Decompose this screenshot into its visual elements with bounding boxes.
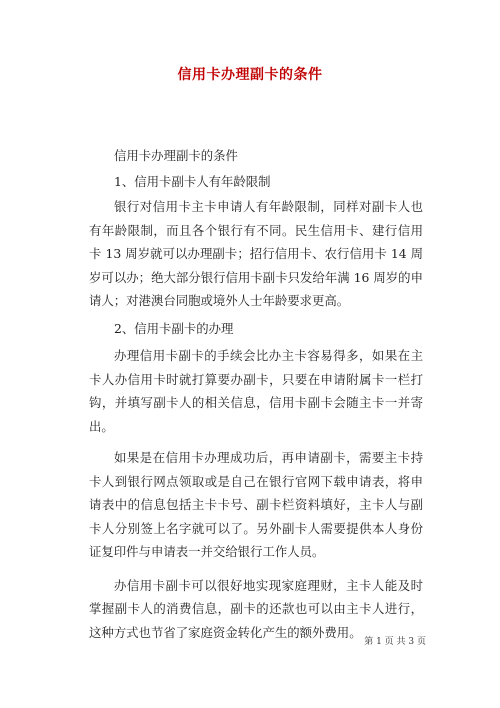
paragraph-subtitle: 信用卡办理副卡的条件 (114, 148, 238, 163)
paragraph-body-3: 如果是在信用卡办理成功后，再申请副卡，需要主卡持卡人到银行网点领取或是自己在银行官网下载申请表，将申请表中的信息包括主卡卡号、副卡栏资料填好，主卡人与副卡人分别签上名字就可以了。另外副卡人需要提供本人身份证复印件与申请表一并交给银行工作人员。 (89, 450, 423, 559)
paragraph-heading-1: 1、信用卡副卡人有年龄限制 (114, 173, 271, 189)
paragraph-body-1: 银行对信用卡主卡申请人有年龄限制，同样对副卡人也有年龄限制，而且各个银行有不同。民生信用卡、建行信用卡 13 周岁就可以办理副卡；招行信用卡、农行信用卡 14 周岁可以办；绝大部分银行信用卡副卡只发给年满 16 周岁的申请人；对港澳台同胞或境外人士年龄要求更高。 (89, 199, 423, 308)
paragraph-body-4: 办信用卡副卡可以很好地实现家庭理财，主卡人能及时掌握副卡人的消费信息，副卡的还款也可以由主卡人进行，这种方式也节省了家庭资金转化产生的额外费用。 (89, 577, 423, 640)
document-title: 信用卡办理副卡的条件 (177, 67, 323, 83)
page-number: 第 1 页 共 3 页 (364, 637, 426, 647)
document-body (89, 144, 423, 644)
paragraph-heading-2: 2、信用卡副卡的办理 (114, 320, 234, 336)
paragraph-body-2: 办理信用卡副卡的手续会比办主卡容易得多，如果在主卡人办信用卡时就打算要办副卡，只要在申请附属卡一栏打钩，并填写副卡人的相关信息，信用卡副卡会随主卡一并寄出。 (89, 348, 423, 434)
